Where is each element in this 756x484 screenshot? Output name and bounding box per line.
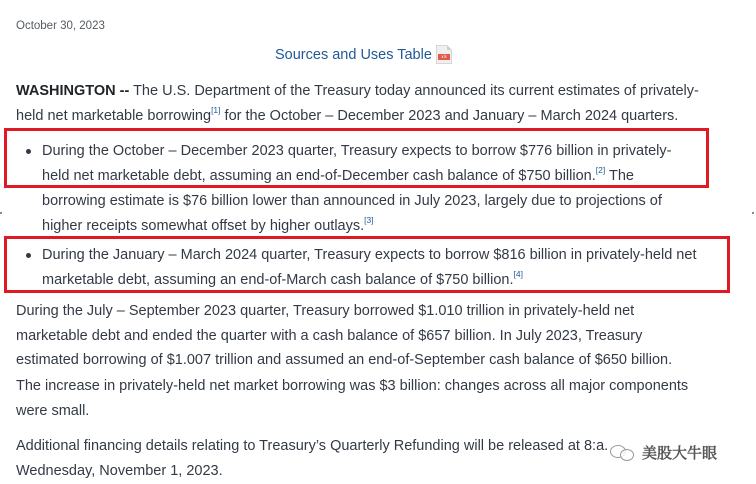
bullet1-line-4: higher receipts somewhat offset by higher outlays.[3]	[42, 215, 374, 234]
footnote-1-link[interactable]: [1]	[211, 105, 221, 115]
edge-mark	[0, 212, 2, 214]
para2-line-3: estimated borrowing of $1.007 trillion and assumed an end-of-September cash balance of $650 billion.	[16, 352, 673, 368]
highlight-box-q1-2024	[4, 236, 730, 293]
wechat-icon	[610, 442, 636, 462]
dateline: WASHINGTON --	[16, 83, 130, 99]
intro-line-1: WASHINGTON -- The U.S. Department of the Treasury today announced its current estimates of privately-	[16, 83, 699, 99]
bullet1-line-2: held net marketable debt, assuming an end-of-December cash balance of $750 billion.[2] The	[42, 165, 634, 184]
bullet2-line-1: During the January – March 2024 quarter, Treasury expects to borrow $816 billion in privately-held net	[42, 247, 697, 263]
footnote-4-link[interactable]: [4]	[513, 269, 523, 279]
edge-mark	[752, 212, 754, 214]
sources-and-uses-table-link[interactable]: Sources and Uses Table	[275, 47, 432, 63]
para2-line-1: During the July – September 2023 quarter, Treasury borrowed $1.010 trillion in privately-held net	[16, 303, 635, 319]
footnote-3-link[interactable]: [3]	[364, 215, 374, 225]
highlight-box-q4-2023	[4, 128, 709, 188]
para3-line-1: Additional financing details relating to Treasury’s Quarterly Refunding will be released at 8:a.	[16, 438, 609, 454]
bullet1-line-3: borrowing estimate is $76 billion lower than announced in July 2023, largely due to projections of	[42, 193, 662, 209]
publish-date: October 30, 2023	[16, 20, 105, 32]
bullet1-line-1: During the October – December 2023 quarter, Treasury expects to borrow $776 billion in privately-	[42, 143, 672, 159]
intro-line-2: held net marketable borrowing[1] for the October – December 2023 and January – March 2024 quarters.	[16, 105, 679, 124]
para2-line-5: were small.	[16, 403, 90, 419]
bullet2-line-2: marketable debt, assuming an end-of-March cash balance of $750 billion.[4]	[42, 269, 523, 288]
footnote-2-link[interactable]: [2]	[595, 165, 606, 175]
para3-line-2: Wednesday, November 1, 2023.	[16, 463, 223, 479]
watermark-text: 美股大牛眼	[642, 443, 718, 462]
para2-line-4: The increase in privately-held net market borrowing was $3 billion: changes across all major components	[16, 378, 689, 394]
watermark	[610, 438, 717, 466]
excel-file-icon[interactable]: xls	[436, 45, 452, 64]
para2-line-2: marketable debt and ended the quarter with a cash balance of $657 billion. In July 2023, Treasury	[16, 328, 643, 344]
